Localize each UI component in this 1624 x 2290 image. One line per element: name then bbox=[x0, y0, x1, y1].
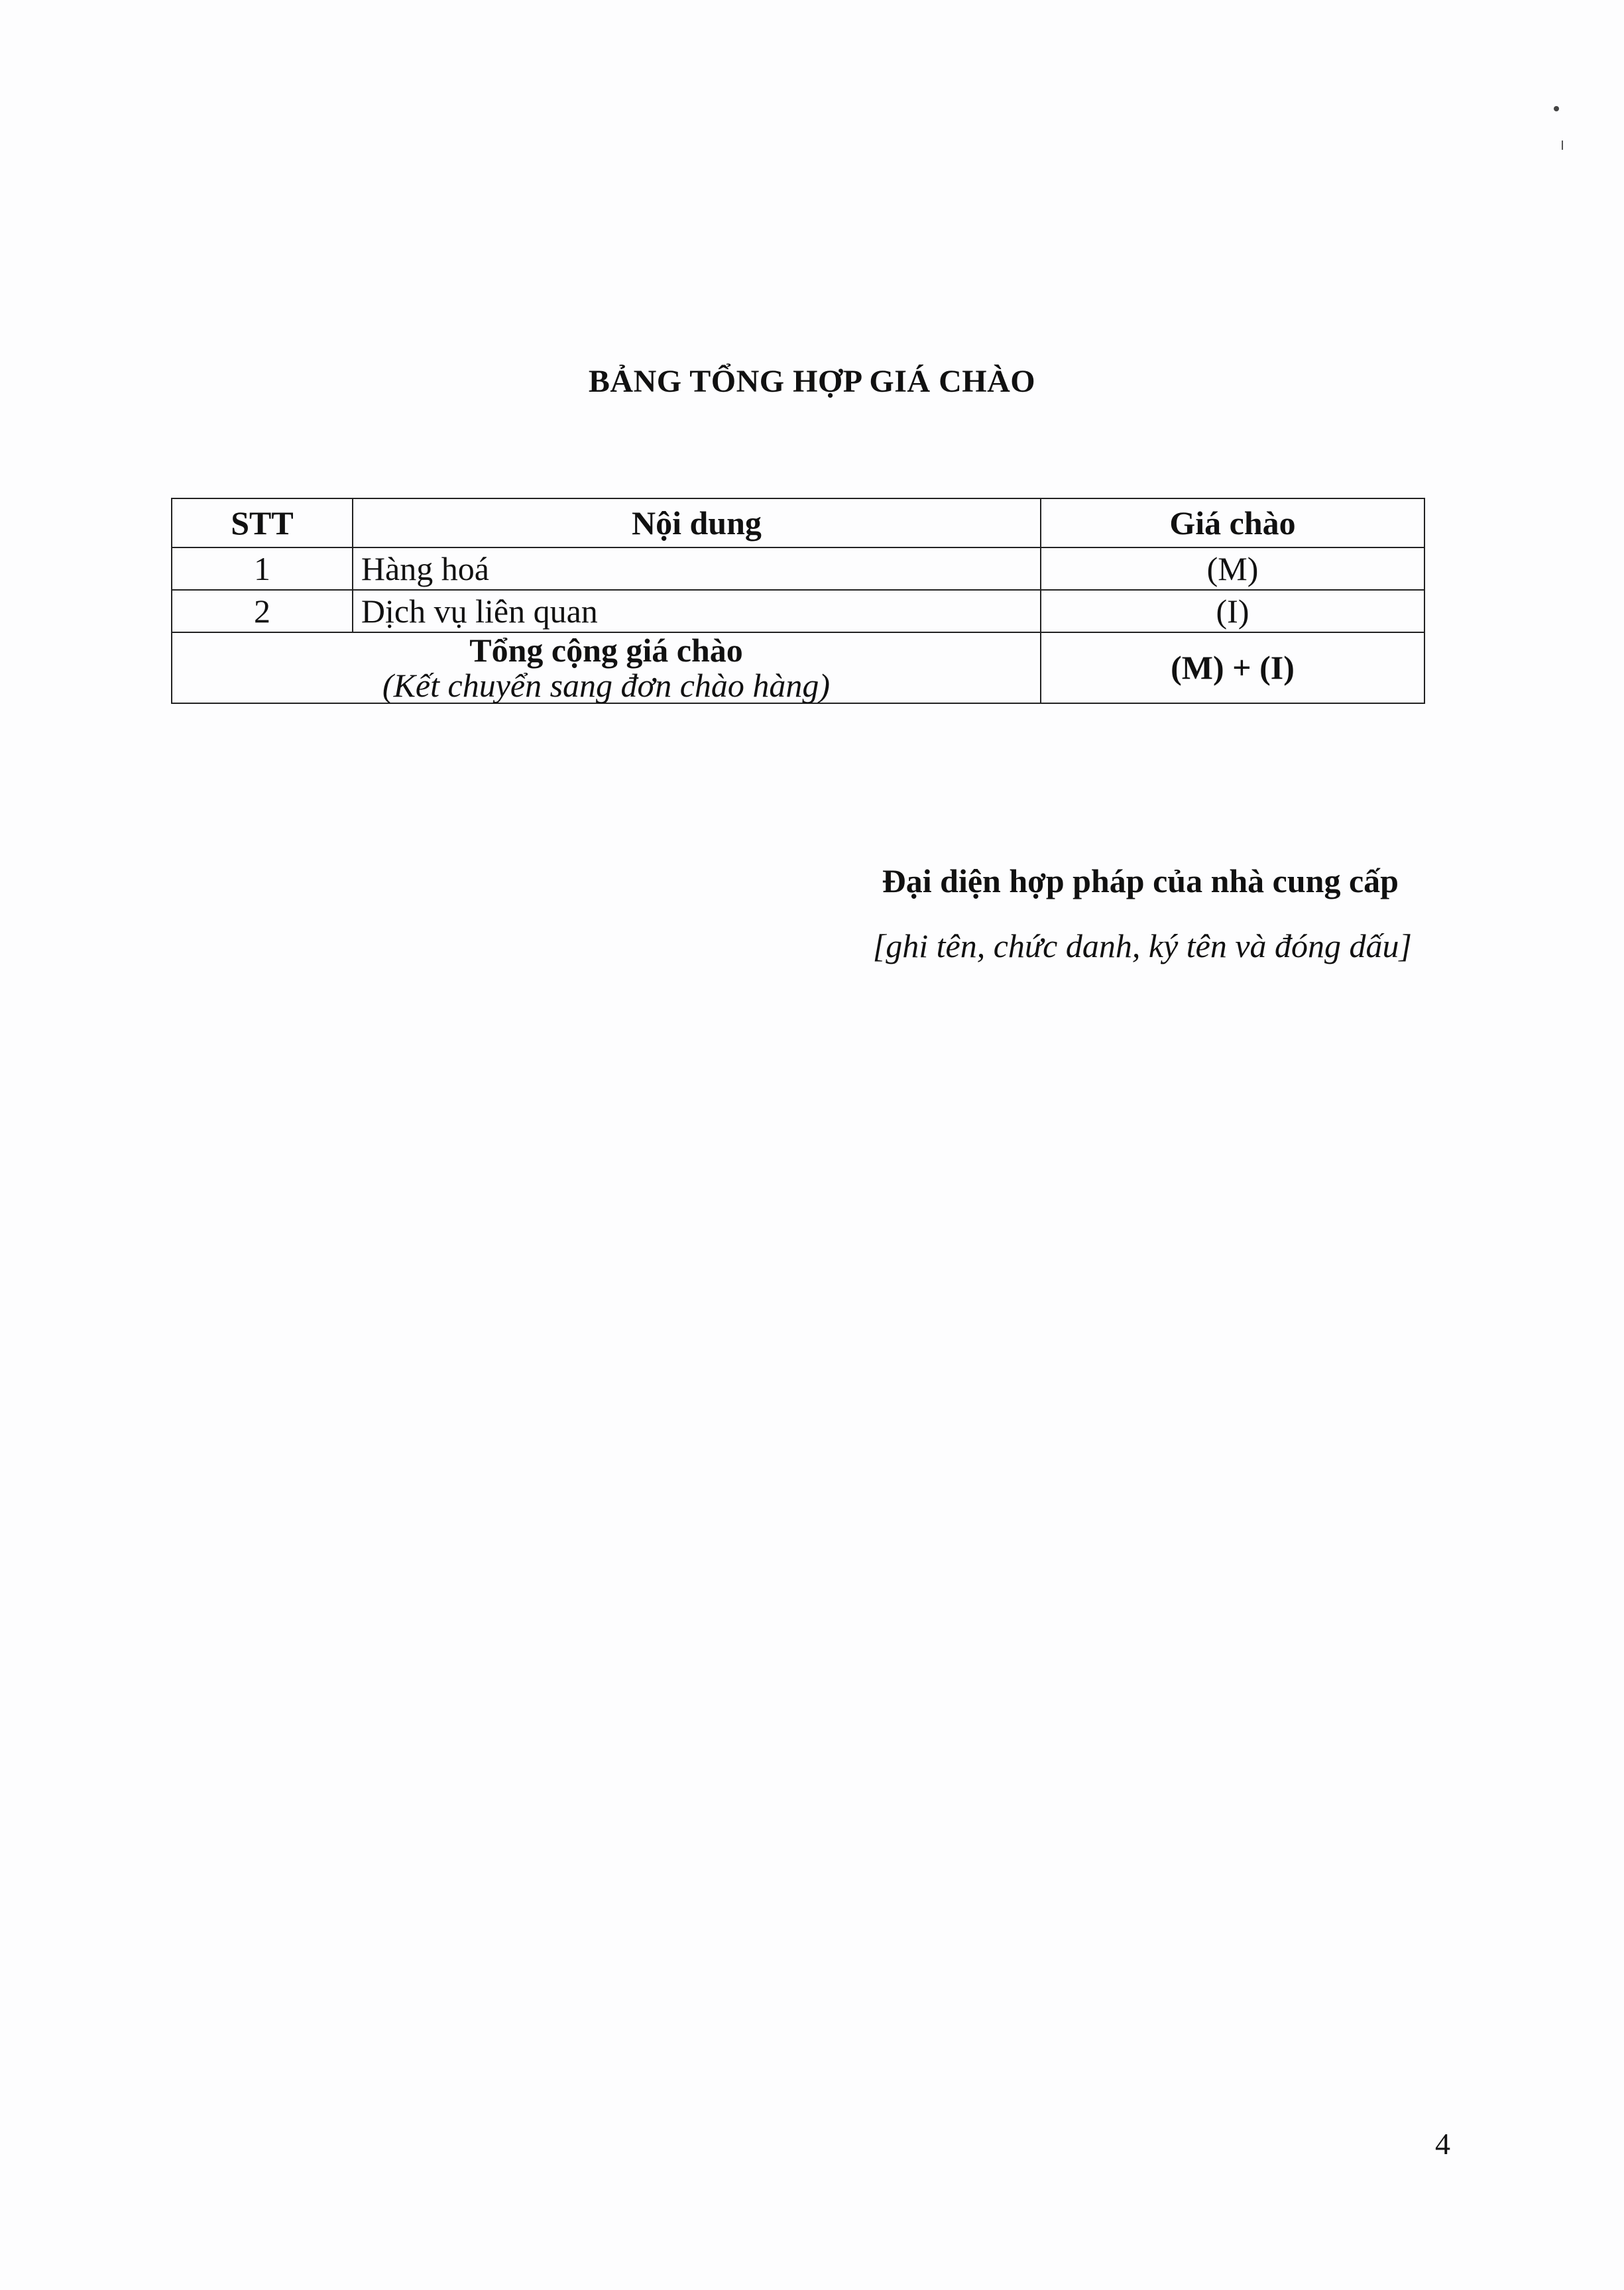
table-header-row bbox=[172, 498, 1424, 547]
header-stt: STT bbox=[172, 498, 353, 547]
scan-speck bbox=[1562, 141, 1563, 150]
signature-note: [ghi tên, chức danh, ký tên và đóng dấu] bbox=[872, 927, 1412, 964]
signature-title: Đại diện hợp pháp của nhà cung cấp bbox=[882, 862, 1399, 899]
row-price: (I) bbox=[1041, 590, 1424, 632]
page-number: 4 bbox=[1435, 2127, 1450, 2161]
row-price: (M) bbox=[1041, 547, 1424, 590]
row-stt: 2 bbox=[172, 590, 353, 632]
row-content: Dịch vụ liên quan bbox=[353, 590, 1041, 632]
row-content: Hàng hoá bbox=[353, 547, 1041, 590]
total-label-cell bbox=[172, 632, 1041, 703]
price-summary-table bbox=[171, 498, 1425, 704]
header-content: Nội dung bbox=[353, 498, 1041, 547]
scan-speck bbox=[1554, 106, 1559, 111]
table-row bbox=[172, 547, 1424, 590]
table-total-row bbox=[172, 632, 1424, 703]
total-note: (Kết chuyển sang đơn chào hàng) bbox=[382, 666, 831, 704]
document-title: BẢNG TỔNG HỢP GIÁ CHÀO bbox=[588, 364, 1036, 399]
header-price: Giá chào bbox=[1041, 498, 1424, 547]
total-price: (M) + (I) bbox=[1041, 632, 1424, 703]
row-stt: 1 bbox=[172, 547, 353, 590]
total-label: Tổng cộng giá chào bbox=[469, 632, 743, 669]
table-row bbox=[172, 590, 1424, 632]
